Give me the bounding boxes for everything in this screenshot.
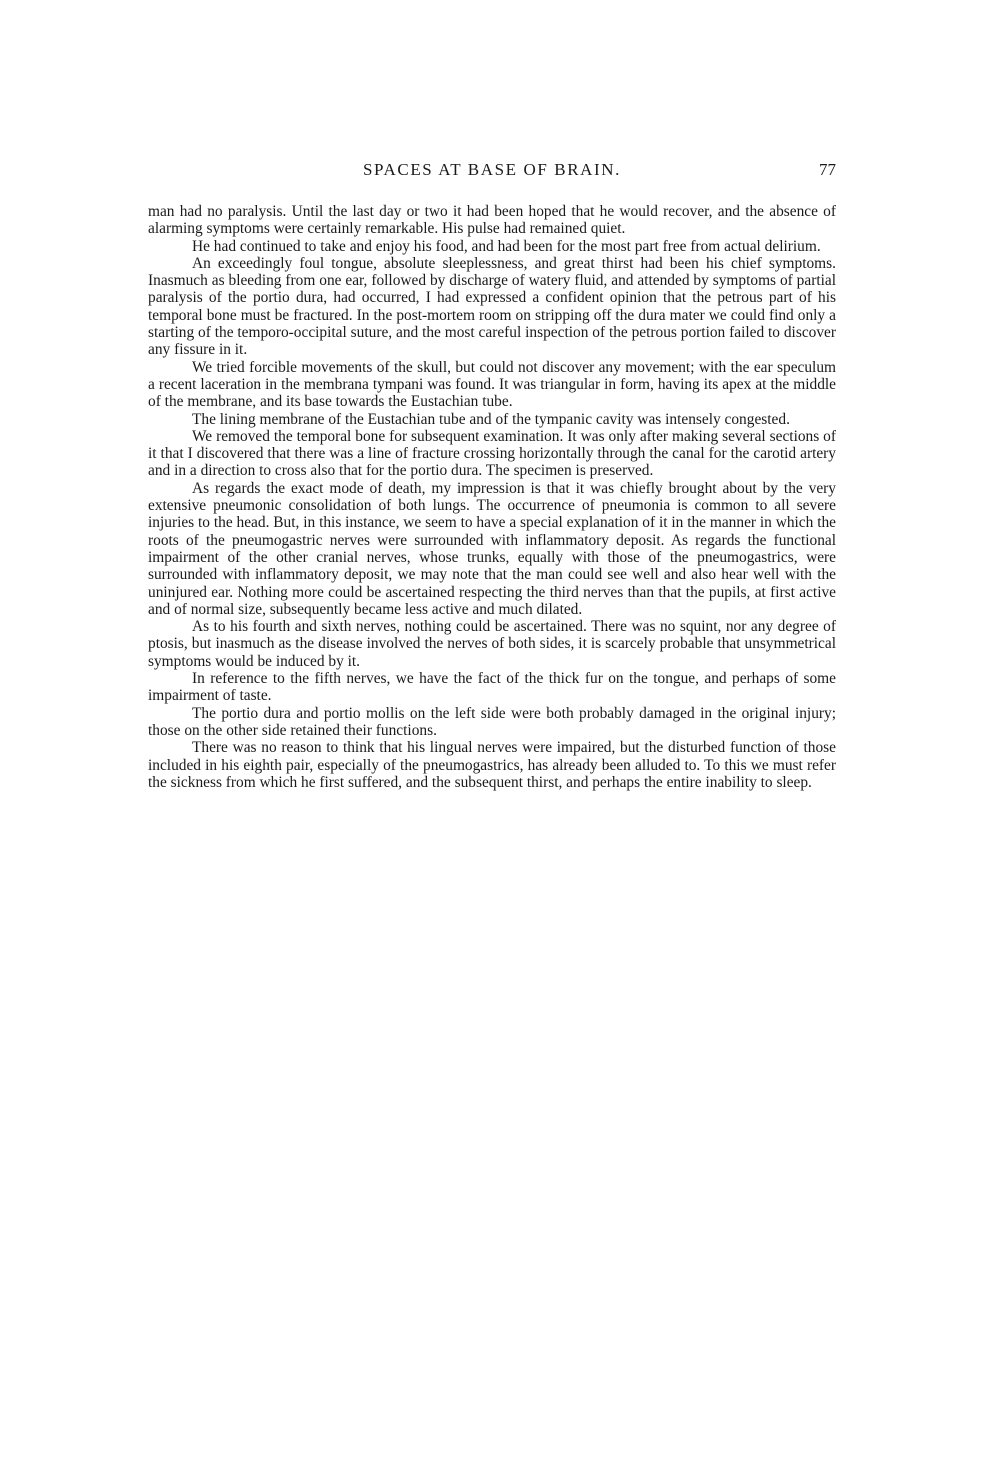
paragraph: We removed the temporal bone for subsequent examination. It was only after making several sections of it that I discovered that there was a line of fracture crossing horizontally through the canal for the carotid artery and in a direction to cross also that for the portio dura. The specimen is preserved. (148, 427, 836, 480)
paragraph: The lining membrane of the Eustachian tube and of the tympanic cavity was intensely congested. (192, 410, 790, 428)
running-head (148, 160, 836, 184)
paragraph: An exceedingly foul tongue, absolute sleeplessness, and great thirst had been his chief symptoms. Inasmuch as bleeding from one ear, followed by discharge of watery fluid, and attended by symptoms of partial paralysis of the portio dura, had occurred, I had expressed a confident opinion that the petrous part of his temporal bone must be fractured. In the post-mortem room on stripping off the dura mater we could find only a starting of the temporo-occipital suture, and the most careful inspection of the petrous portion failed to discover any fissure in it. (148, 254, 836, 359)
paragraph: As to his fourth and sixth nerves, nothing could be ascertained. There was no squint, nor any degree of ptosis, but inasmuch as the disease involved the nerves of both sides, it is scarcely probable that unsymmetrical symptoms would be induced by it. (148, 618, 836, 670)
paragraph: As regards the exact mode of death, my impression is that it was chiefly brought about by the very extensive pneumonic consolidation of both lungs. The occurrence of pneumonia is common to all severe injuries to the head. But, in this instance, we seem to have a special explanation of it in the manner in which the roots of the pneumogastric nerves were surrounded with inflammatory deposit. As regards the functional impairment of the other cranial nerves, whose trunks, equally with those of the pneumogastrics, were surrounded with inflammatory deposit, we may note that the man could see well and also hear well with the uninjured ear. Nothing more could be ascertained respecting the third nerves than that the pupils, at first active and of normal size, subsequently became less active and much dilated. (148, 479, 836, 618)
page-number: 77 (819, 160, 836, 179)
body-text (148, 203, 836, 791)
paragraph: He had continued to take and enjoy his food, and had been for the most part free from actual delirium. (192, 237, 821, 255)
running-title: SPACES AT BASE OF BRAIN. (362, 160, 622, 179)
paragraph: There was no reason to think that his lingual nerves were impaired, but the disturbed function of those included in his eighth pair, especially of the pneumogastrics, has already been alluded to. To this we must refer the sickness from which he first suffered, and the subsequent thirst, and perhaps the entire inability to sleep. (148, 739, 836, 791)
paragraph: The portio dura and portio mollis on the left side were both probably damaged in the original injury; those on the other side retained their functions. (148, 704, 836, 739)
paragraph: In reference to the fifth nerves, we have the fact of the thick fur on the tongue, and perhaps of some impairment of taste. (148, 670, 836, 705)
paragraph: man had no paralysis. Until the last day or two it had been hoped that he would recover, and the absence of alarming symptoms were certainly remarkable. His pulse had remained quiet. (148, 203, 836, 238)
paragraph: We tried forcible movements of the skull, but could not discover any movement; with the ear speculum a recent laceration in the membrana tympani was found. It was triangular in form, having its apex at the middle of the membrane, and its base towards the Eustachian tube. (148, 358, 836, 411)
